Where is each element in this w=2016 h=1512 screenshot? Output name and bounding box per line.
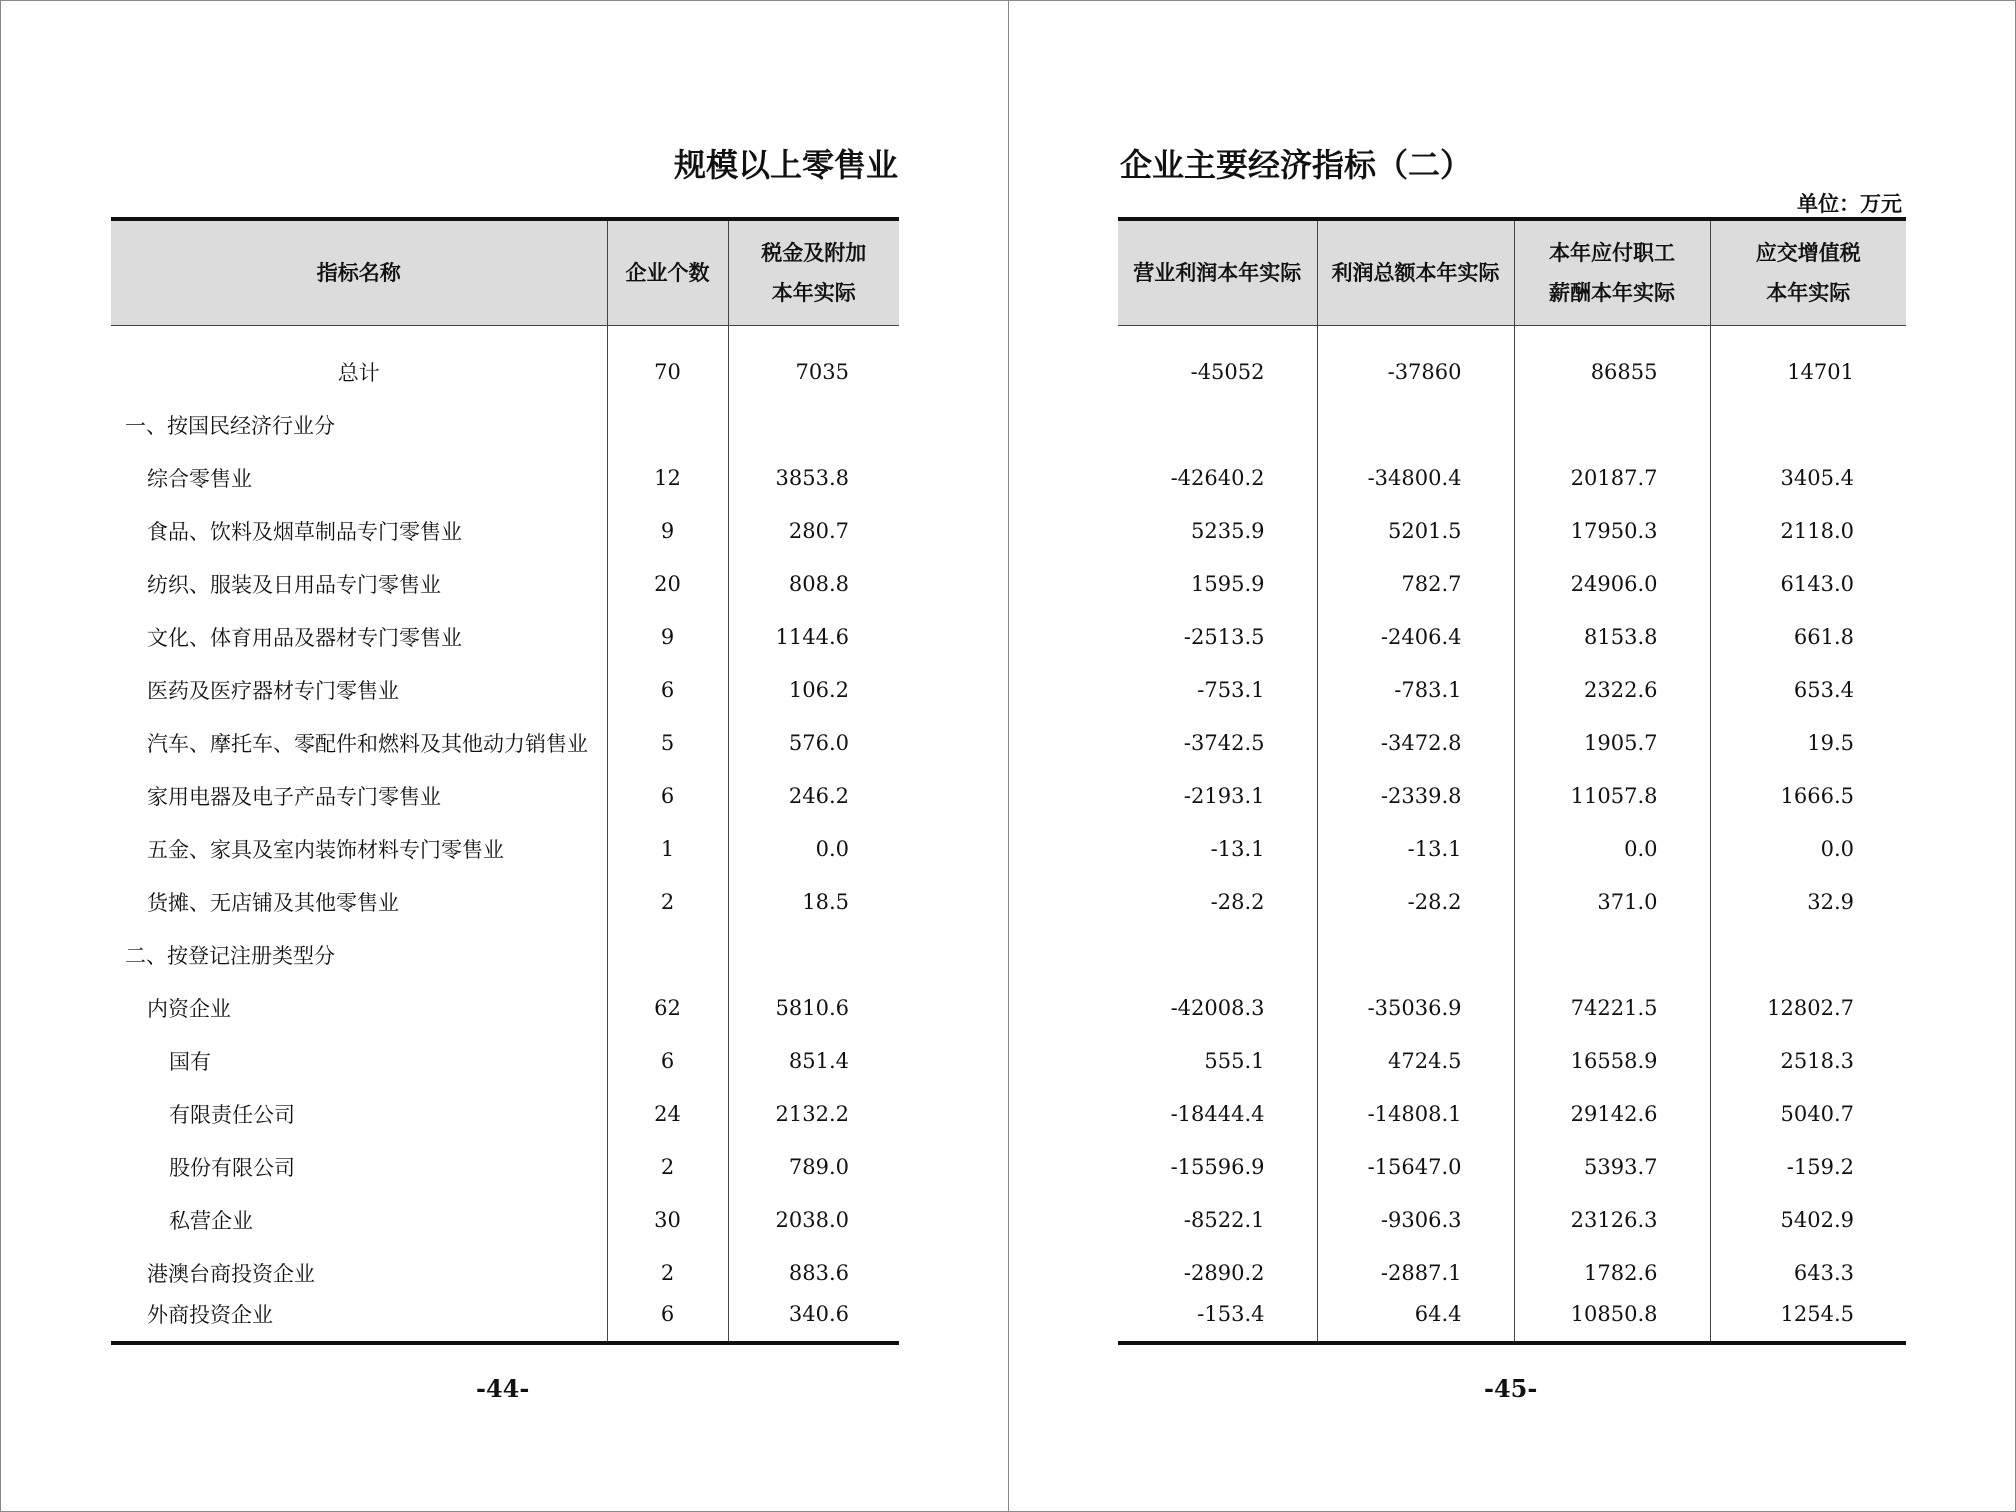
table-row [1118, 1299, 1906, 1343]
left-page-number: -44- [476, 1374, 530, 1403]
table-row [111, 875, 899, 928]
row-employee-wages: 17950.3 [1514, 504, 1710, 557]
row-tax-surcharge: 1144.6 [728, 610, 899, 663]
table-row [111, 1140, 899, 1193]
row-enterprise-count: 24 [607, 1087, 728, 1140]
table-row [111, 928, 899, 981]
left-page-title: 规模以上零售业 [673, 146, 898, 184]
row-enterprise-count: 6 [607, 769, 728, 822]
table-row [111, 398, 899, 451]
row-vat-payable: 12802.7 [1710, 981, 1906, 1034]
row-indicator-name: 家用电器及电子产品专门零售业 [147, 784, 441, 809]
row-tax-surcharge: 106.2 [728, 663, 899, 716]
table-row [111, 557, 899, 610]
table-row [111, 663, 899, 716]
row-enterprise-count [607, 928, 728, 981]
row-indicator-name: 一、按国民经济行业分 [125, 413, 335, 438]
table-row [1118, 928, 1906, 981]
row-vat-payable: 5040.7 [1710, 1087, 1906, 1140]
row-total-profit: -9306.3 [1317, 1193, 1514, 1246]
table-row [1118, 1034, 1906, 1087]
row-indicator-name: 五金、家具及室内装饰材料专门零售业 [147, 837, 504, 862]
row-tax-surcharge: 883.6 [728, 1246, 899, 1299]
table-row [111, 1087, 899, 1140]
left-header-row [111, 219, 899, 325]
right-table-body [1118, 325, 1906, 1343]
row-total-profit: 5201.5 [1317, 504, 1514, 557]
row-operating-profit [1118, 398, 1317, 451]
table-row [1118, 716, 1906, 769]
row-indicator-name: 综合零售业 [147, 466, 252, 491]
row-total-profit [1317, 398, 1514, 451]
row-enterprise-count: 2 [607, 1246, 728, 1299]
table-row [111, 451, 899, 504]
row-indicator-name: 内资企业 [147, 996, 231, 1021]
row-vat-payable: 643.3 [1710, 1246, 1906, 1299]
table-row [1118, 398, 1906, 451]
row-tax-surcharge [728, 398, 899, 451]
header-tax-surcharge [728, 219, 899, 325]
row-operating-profit: 5235.9 [1191, 518, 1265, 543]
row-tax-surcharge: 2132.2 [728, 1087, 899, 1140]
row-vat-payable: 6143.0 [1710, 557, 1906, 610]
row-enterprise-count [607, 398, 728, 451]
row-total-profit: -34800.4 [1317, 451, 1514, 504]
row-employee-wages: 5393.7 [1514, 1140, 1710, 1193]
row-indicator-name: 医药及医疗器材专门零售业 [147, 678, 399, 703]
table-row [111, 325, 899, 398]
row-total-profit: -2339.8 [1317, 769, 1514, 822]
right-page-number: -45- [1484, 1374, 1538, 1403]
row-total-profit: 64.4 [1317, 1299, 1514, 1343]
row-employee-wages: 2322.6 [1514, 663, 1710, 716]
row-tax-surcharge: 246.2 [728, 769, 899, 822]
row-indicator-name: 文化、体育用品及器材专门零售业 [147, 625, 462, 650]
header-tax-line2: 本年实际 [771, 279, 856, 305]
table-row [111, 1246, 899, 1299]
row-employee-wages: 20187.7 [1514, 451, 1710, 504]
row-total-profit: -28.2 [1317, 875, 1514, 928]
row-tax-surcharge: 789.0 [728, 1140, 899, 1193]
row-total-profit: -783.1 [1317, 663, 1514, 716]
table-row [1118, 1087, 1906, 1140]
table-row [111, 716, 899, 769]
row-employee-wages: 10850.8 [1514, 1299, 1710, 1343]
row-operating-profit: -2193.1 [1183, 783, 1265, 808]
row-vat-payable: -159.2 [1710, 1140, 1906, 1193]
row-operating-profit: -28.2 [1210, 889, 1265, 914]
row-total-profit: -35036.9 [1317, 981, 1514, 1034]
row-vat-payable: 653.4 [1710, 663, 1906, 716]
row-operating-profit: -15596.9 [1170, 1154, 1265, 1179]
header-tax-line1: 税金及附加 [761, 239, 867, 265]
row-enterprise-count: 2 [607, 1140, 728, 1193]
header-employee-wages [1514, 219, 1710, 325]
row-employee-wages: 11057.8 [1514, 769, 1710, 822]
header-operating-profit: 营业利润本年实际 [1118, 219, 1317, 325]
row-indicator-name: 私营企业 [169, 1208, 253, 1233]
right-table [1118, 217, 1906, 1345]
row-operating-profit: -2513.5 [1183, 624, 1265, 649]
row-total-profit: -13.1 [1317, 822, 1514, 875]
row-indicator-name: 货摊、无店铺及其他零售业 [147, 890, 399, 915]
row-employee-wages [1514, 398, 1710, 451]
right-page-title: 企业主要经济指标（二） [1120, 146, 1473, 184]
row-tax-surcharge: 340.6 [728, 1299, 899, 1343]
row-operating-profit [1118, 928, 1317, 981]
row-enterprise-count: 5 [607, 716, 728, 769]
header-indicator-name: 指标名称 [111, 219, 607, 325]
row-tax-surcharge: 851.4 [728, 1034, 899, 1087]
row-total-profit: 782.7 [1317, 557, 1514, 610]
row-indicator-name: 国有 [169, 1049, 211, 1074]
table-row [1118, 504, 1906, 557]
table-row [1118, 1140, 1906, 1193]
unit-label: 单位：万元 [1797, 191, 1902, 216]
row-tax-surcharge: 7035 [728, 325, 899, 398]
row-enterprise-count: 9 [607, 504, 728, 557]
table-row [1118, 822, 1906, 875]
row-employee-wages: 74221.5 [1514, 981, 1710, 1034]
table-row [111, 1193, 899, 1246]
table-row [1118, 1193, 1906, 1246]
row-enterprise-count: 70 [607, 325, 728, 398]
row-total-profit: -37860 [1317, 325, 1514, 398]
table-row [111, 1299, 899, 1343]
row-employee-wages: 86855 [1514, 325, 1710, 398]
row-operating-profit: 1595.9 [1191, 571, 1265, 596]
row-tax-surcharge: 0.0 [728, 822, 899, 875]
row-tax-surcharge: 280.7 [728, 504, 899, 557]
table-row [111, 981, 899, 1034]
row-indicator-name: 总计 [337, 360, 380, 385]
table-row [1118, 325, 1906, 398]
row-employee-wages: 1782.6 [1514, 1246, 1710, 1299]
row-total-profit: -15647.0 [1317, 1140, 1514, 1193]
row-vat-payable: 19.5 [1710, 716, 1906, 769]
row-enterprise-count: 20 [607, 557, 728, 610]
row-operating-profit: -2890.2 [1183, 1260, 1265, 1285]
row-vat-payable: 2518.3 [1710, 1034, 1906, 1087]
row-employee-wages: 29142.6 [1514, 1087, 1710, 1140]
header-vat-line1: 应交增值税 [1755, 239, 1861, 265]
table-row [1118, 875, 1906, 928]
row-tax-surcharge: 18.5 [728, 875, 899, 928]
row-employee-wages: 24906.0 [1514, 557, 1710, 610]
row-indicator-name: 汽车、摩托车、零配件和燃料及其他动力销售业 [147, 731, 588, 756]
row-total-profit [1317, 928, 1514, 981]
row-tax-surcharge: 3853.8 [728, 451, 899, 504]
row-vat-payable: 1666.5 [1710, 769, 1906, 822]
row-employee-wages: 0.0 [1514, 822, 1710, 875]
row-employee-wages: 16558.9 [1514, 1034, 1710, 1087]
row-vat-payable: 14701 [1710, 325, 1906, 398]
row-operating-profit: -45052 [1190, 359, 1265, 384]
right-header-row [1118, 219, 1906, 325]
row-operating-profit: -13.1 [1210, 836, 1265, 861]
row-enterprise-count: 6 [607, 663, 728, 716]
row-indicator-name: 二、按登记注册类型分 [125, 943, 335, 968]
row-vat-payable: 3405.4 [1710, 451, 1906, 504]
row-enterprise-count: 6 [607, 1034, 728, 1087]
row-employee-wages: 1905.7 [1514, 716, 1710, 769]
row-total-profit: -2887.1 [1317, 1246, 1514, 1299]
row-operating-profit: -3742.5 [1183, 730, 1265, 755]
row-employee-wages: 371.0 [1514, 875, 1710, 928]
row-operating-profit: -42640.2 [1170, 465, 1265, 490]
row-indicator-name: 港澳台商投资企业 [147, 1261, 315, 1286]
row-vat-payable: 0.0 [1710, 822, 1906, 875]
row-employee-wages: 23126.3 [1514, 1193, 1710, 1246]
row-indicator-name: 食品、饮料及烟草制品专门零售业 [147, 519, 462, 544]
left-table [111, 217, 899, 1345]
row-operating-profit: -153.4 [1197, 1302, 1265, 1326]
header-enterprise-count: 企业个数 [607, 219, 728, 325]
table-row [1118, 1246, 1906, 1299]
row-enterprise-count: 6 [607, 1299, 728, 1343]
row-tax-surcharge: 808.8 [728, 557, 899, 610]
row-vat-payable: 32.9 [1710, 875, 1906, 928]
table-row [111, 769, 899, 822]
header-total-profit: 利润总额本年实际 [1317, 219, 1514, 325]
header-vat-line2: 本年实际 [1766, 279, 1851, 305]
row-enterprise-count: 1 [607, 822, 728, 875]
row-vat-payable: 1254.5 [1710, 1299, 1906, 1343]
row-total-profit: -2406.4 [1317, 610, 1514, 663]
row-enterprise-count: 62 [607, 981, 728, 1034]
table-row [1118, 451, 1906, 504]
table-row [1118, 610, 1906, 663]
table-row [111, 504, 899, 557]
row-tax-surcharge: 5810.6 [728, 981, 899, 1034]
header-wages-line2: 薪酬本年实际 [1549, 279, 1675, 305]
table-row [111, 1034, 899, 1087]
row-operating-profit: -753.1 [1197, 677, 1265, 702]
row-tax-surcharge: 576.0 [728, 716, 899, 769]
row-enterprise-count: 12 [607, 451, 728, 504]
left-table-body [111, 325, 899, 1343]
table-row [1118, 663, 1906, 716]
row-vat-payable: 5402.9 [1710, 1193, 1906, 1246]
row-total-profit: -14808.1 [1317, 1087, 1514, 1140]
row-operating-profit: -18444.4 [1170, 1101, 1265, 1126]
row-operating-profit: -8522.1 [1183, 1207, 1265, 1232]
page-fold-divider [1008, 0, 1009, 1512]
table-row [111, 822, 899, 875]
row-indicator-name: 有限责任公司 [169, 1102, 295, 1127]
row-employee-wages: 8153.8 [1514, 610, 1710, 663]
row-vat-payable: 661.8 [1710, 610, 1906, 663]
row-tax-surcharge: 2038.0 [728, 1193, 899, 1246]
row-indicator-name: 股份有限公司 [169, 1155, 295, 1180]
header-vat-payable [1710, 219, 1906, 325]
table-row [1118, 769, 1906, 822]
row-vat-payable [1710, 928, 1906, 981]
row-total-profit: 4724.5 [1317, 1034, 1514, 1087]
row-enterprise-count: 2 [607, 875, 728, 928]
table-row [1118, 981, 1906, 1034]
row-vat-payable [1710, 398, 1906, 451]
header-wages-line1: 本年应付职工 [1549, 239, 1675, 265]
row-employee-wages [1514, 928, 1710, 981]
row-operating-profit: 555.1 [1204, 1048, 1265, 1073]
table-row [1118, 557, 1906, 610]
row-indicator-name: 纺织、服装及日用品专门零售业 [147, 572, 441, 597]
row-indicator-name: 外商投资企业 [147, 1303, 273, 1327]
row-vat-payable: 2118.0 [1710, 504, 1906, 557]
table-row [111, 610, 899, 663]
row-enterprise-count: 30 [607, 1193, 728, 1246]
row-total-profit: -3472.8 [1317, 716, 1514, 769]
row-operating-profit: -42008.3 [1170, 995, 1265, 1020]
row-enterprise-count: 9 [607, 610, 728, 663]
row-tax-surcharge [728, 928, 899, 981]
